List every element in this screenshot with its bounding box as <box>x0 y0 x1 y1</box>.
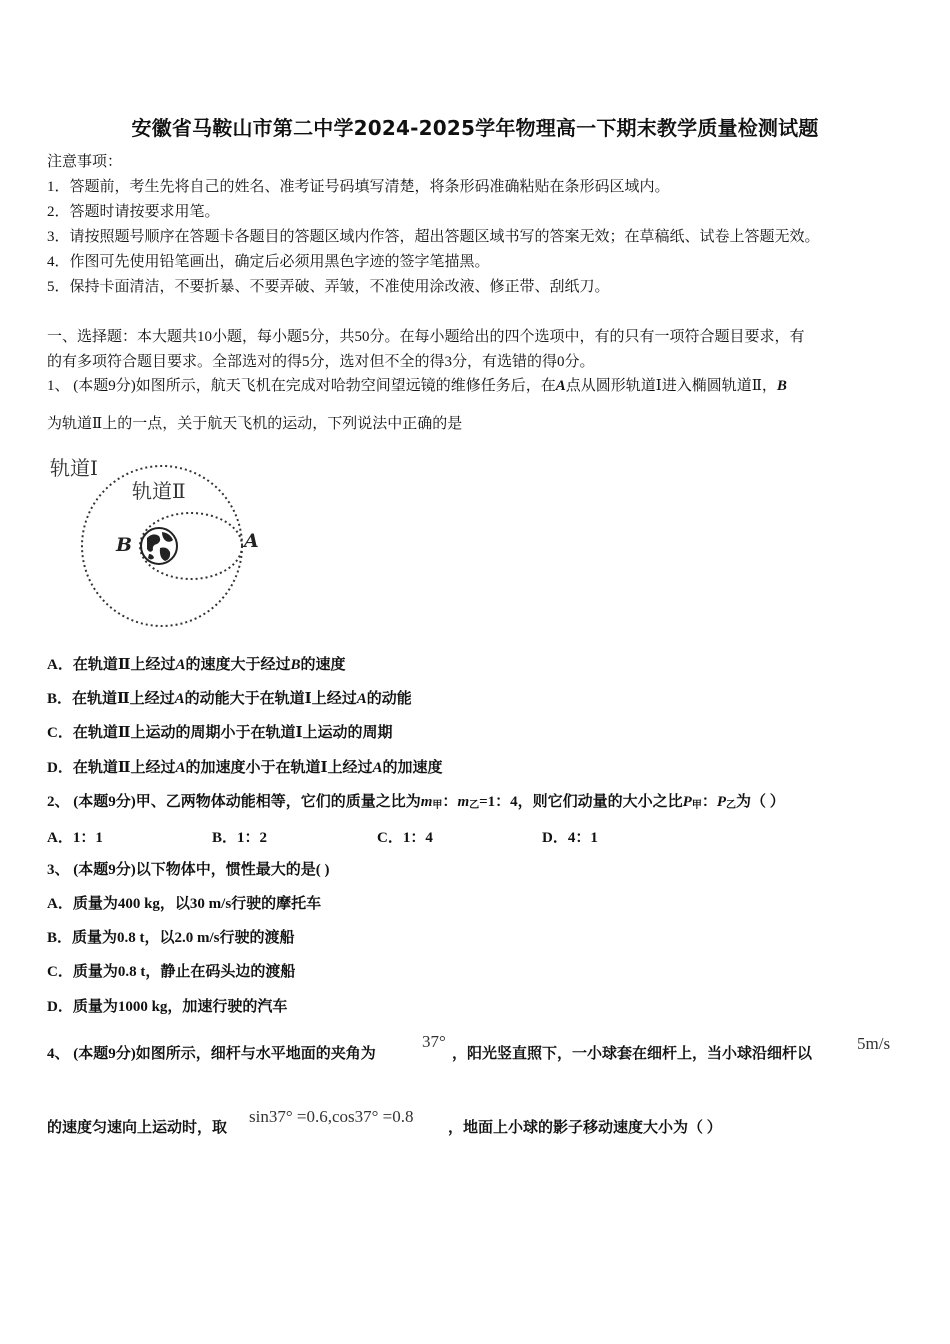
q2-option-b: B．1：2 <box>212 830 268 846</box>
q4-trig: sin37° =0.6,cos37° =0.8 <box>249 1107 414 1126</box>
q4-stem-b: ，阳光竖直照下，一小球套在细杆上，当小球沿细杆以 <box>452 1046 813 1062</box>
q1-point-a: A <box>555 378 566 394</box>
q4-angle: 37° <box>422 1032 446 1051</box>
orbit-diagram <box>46 448 276 638</box>
notice-item: 1．答题前，考生先将自己的姓名、准考证号码填写清楚，将条形码准确粘贴在条形码区域内。 <box>47 179 670 195</box>
notice-item: 3．请按照题号顺序在答题卡各题目的答题区域内作答，超出答题区域书写的答案无效；在草稿纸、试卷上答题无效。 <box>47 229 820 245</box>
notice-item: 4．作图可先使用铅笔画出，确定后必须用黑色字迹的签字笔描黑。 <box>47 254 490 270</box>
notice-heading: 注意事项： <box>47 154 123 170</box>
q1-option-c: C．在轨道Ⅱ上运动的周期小于在轨道Ⅰ上运动的周期 <box>47 725 393 741</box>
orbit-label-b: B <box>116 534 133 556</box>
q3-stem: 3、 (本题9分)以下物体中，惯性最大的是( ) <box>47 862 330 878</box>
q1-option-b: B．在轨道Ⅱ上经过A的动能大于在轨道Ⅰ上经过A的动能 <box>47 691 412 707</box>
q1-option-d: D．在轨道Ⅱ上经过A的加速度小于在轨道Ⅰ上经过A的加速度 <box>47 760 443 776</box>
q1-point-b: B <box>776 378 787 394</box>
q3-option-d: D．质量为1000 kg，加速行驶的汽车 <box>47 999 288 1015</box>
q1-stem-line1 <box>47 376 787 396</box>
orbit1-label: 轨道Ⅰ <box>50 456 98 480</box>
orbit-label-a: A <box>244 530 259 552</box>
q2-option-d: D．4：1 <box>542 830 598 846</box>
q3-option-a: A．质量为400 kg，以30 m/s行驶的摩托车 <box>47 896 322 912</box>
q4-stem-d: ，地面上小球的影子移动速度大小为（ ） <box>448 1120 722 1136</box>
q2-option-c: C．1：4 <box>377 830 433 846</box>
q4-stem-c: 的速度匀速向上运动时，取 <box>47 1120 228 1136</box>
q3-option-c: C．质量为0.8 t，静止在码头边的渡船 <box>47 964 296 980</box>
q4-stem-a: 4、 (本题9分)如图所示，细杆与水平地面的夹角为 <box>47 1046 376 1062</box>
exam-title: 安徽省马鞍山市第二中学2024-2025学年物理高一下期末教学质量检测试题 <box>131 116 819 140</box>
q1-stem-c: 为轨道Ⅱ上的一点，关于航天飞机的运动，下列说法中正确的是 <box>47 416 463 432</box>
notice-item: 5．保持卡面清洁，不要折暴、不要弄破、弄皱，不准使用涂改液、修正带、刮纸刀。 <box>47 279 610 295</box>
section-intro-line1: 一、选择题：本大题共10小题，每小题5分，共50分。在每小题给出的四个选项中，有的只有一项符合题目要求，有 <box>47 329 805 345</box>
q1-option-a: A．在轨道Ⅱ上经过A的速度大于经过B的速度 <box>47 657 346 673</box>
q1-stem-a: 1、 (本题9分)如图所示，航天飞机在完成对哈勃空间望远镜的维修任务后，在 <box>47 378 556 394</box>
q2-stem: 2、 (本题9分)甲、乙两物体动能相等，它们的质量之比为$m_甲$：$m_乙=1$：4，则它们动量的大小之比$P_甲$：$P_乙$为（ ） <box>47 794 785 811</box>
orbit2-label: 轨道Ⅱ <box>132 479 186 503</box>
earth-icon <box>141 528 177 564</box>
q2-option-a: A．1：1 <box>47 830 103 846</box>
section-intro-line2: 的有多项符合题目要求。全部选对的得5分，选对但不全的得3分，有选错的得0分。 <box>47 354 595 370</box>
q4-speed: 5m/s <box>857 1034 891 1053</box>
q3-option-b: B．质量为0.8 t，以2.0 m/s行驶的渡船 <box>47 930 295 946</box>
notice-item: 2．答题时请按要求用笔。 <box>47 204 220 220</box>
q1-stem-b: 点从圆形轨道Ⅰ进入椭圆轨道Ⅱ， <box>565 378 777 394</box>
